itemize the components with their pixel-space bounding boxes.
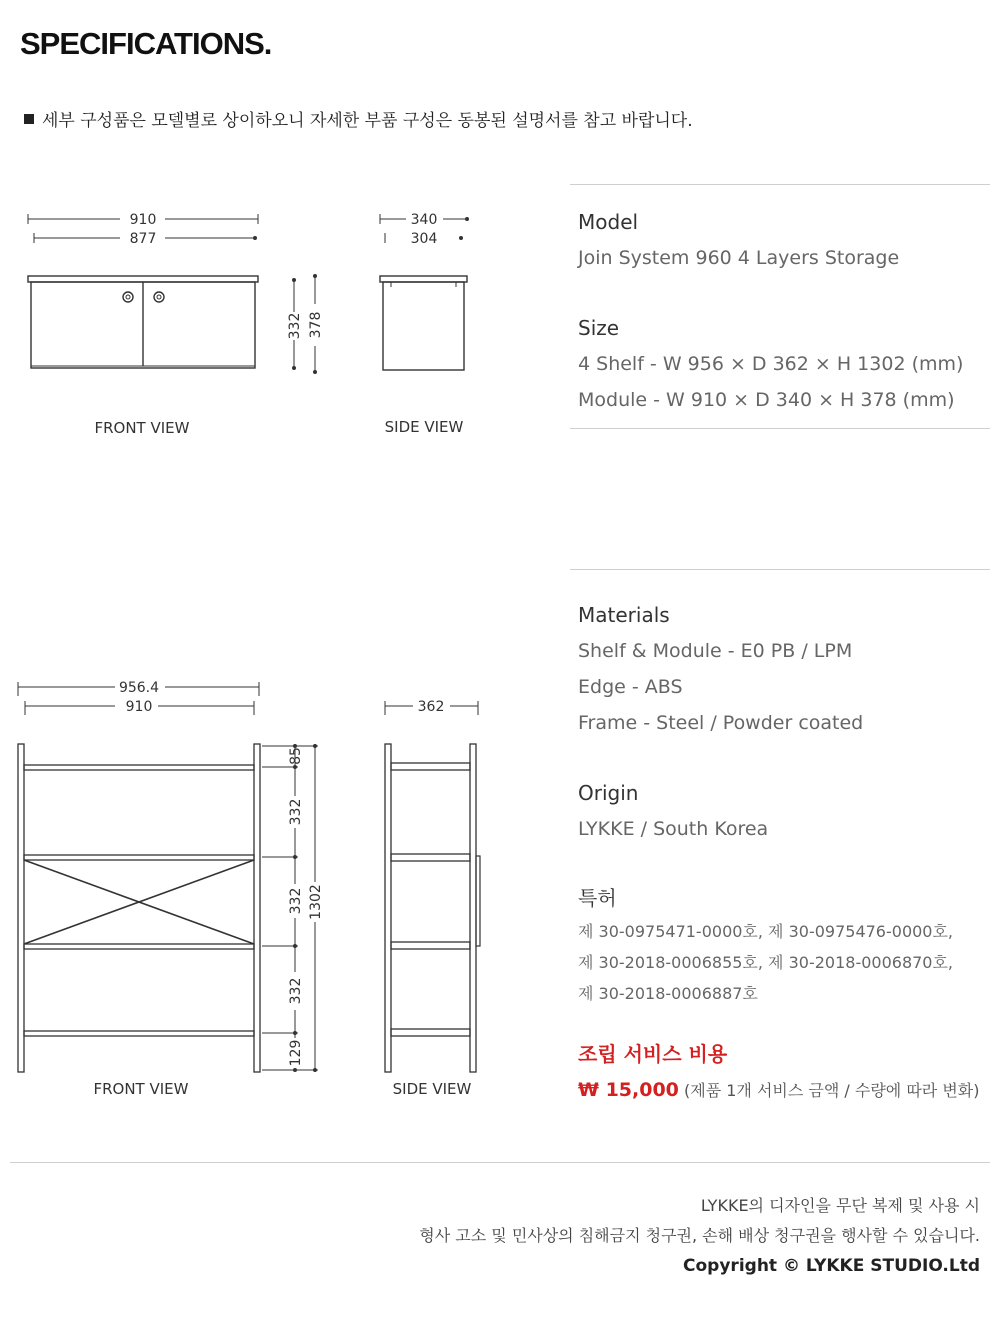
materials-value-3: Frame - Steel / Powder coated	[578, 712, 864, 734]
materials-label: Materials	[578, 603, 670, 627]
dim-side-outer: 340	[410, 212, 438, 228]
dim-shelf-v-1: 85	[288, 747, 304, 765]
materials-value-2: Edge - ABS	[578, 676, 683, 698]
square-bullet-icon	[24, 114, 34, 124]
shelf-front-view-label: FRONT VIEW	[93, 1080, 189, 1098]
dim-shelf-depth: 362	[417, 699, 445, 715]
notice-text: 세부 구성품은 모델별로 상이하오니 자세한 부품 구성은 동봉된 설명서를 참고 바랍니다.	[42, 111, 693, 131]
spec-divider-1	[570, 428, 990, 429]
dim-front-inner: 877	[129, 231, 157, 247]
dim-shelf-v-5: 129	[288, 1039, 304, 1067]
shelf-side-view-label: SIDE VIEW	[392, 1080, 472, 1098]
dim-shelf-v-2: 332	[288, 798, 304, 826]
spec-service	[578, 1042, 988, 1101]
spec-size	[578, 316, 988, 418]
footer-line-1: LYKKE의 디자인을 무단 복제 및 사용 시	[700, 1196, 980, 1215]
model-value: Join System 960 4 Layers Storage	[578, 247, 900, 269]
dim-shelf-v-3: 332	[288, 887, 304, 915]
spec-model	[578, 210, 988, 276]
materials-value-1: Shelf & Module - E0 PB / LPM	[578, 640, 853, 662]
patent-value-1: 제 30-0975471-0000호, 제 30-0975476-0000호,	[578, 922, 954, 941]
spec-origin	[578, 781, 988, 847]
size-label: Size	[578, 316, 620, 340]
origin-value: LYKKE / South Korea	[578, 818, 769, 840]
shelf-drawing	[0, 670, 560, 1110]
footer-divider	[10, 1162, 990, 1163]
size-value-2: Module - W 910 × D 340 × H 378 (mm)	[578, 389, 955, 411]
spec-divider-top	[570, 184, 990, 185]
patent-value-3: 제 30-2018-0006887호	[578, 984, 758, 1003]
dim-shelf-outer: 956.4	[118, 680, 160, 696]
dim-shelf-inner: 910	[125, 699, 153, 715]
module-side-view-label: SIDE VIEW	[384, 418, 464, 436]
module-front-view-label: FRONT VIEW	[94, 419, 190, 437]
dim-front-outer: 910	[129, 212, 157, 228]
notice-line	[24, 106, 693, 131]
service-price-row	[578, 1078, 988, 1101]
dim-front-height-inner: 332	[287, 312, 303, 340]
dim-front-height-outer: 378	[308, 311, 324, 339]
origin-label: Origin	[578, 781, 639, 805]
size-value-1: 4 Shelf - W 956 × D 362 × H 1302 (mm)	[578, 353, 964, 375]
spec-materials	[578, 603, 988, 741]
service-price: ₩ 15,000	[578, 1079, 679, 1101]
model-label: Model	[578, 210, 639, 234]
module-drawing	[0, 180, 560, 460]
page-title: SPECIFICATIONS.	[20, 26, 272, 61]
patent-value-2: 제 30-2018-0006855호, 제 30-2018-0006870호,	[578, 953, 954, 972]
dim-shelf-v-4: 332	[288, 977, 304, 1005]
patent-label: 특허	[578, 886, 617, 910]
service-label: 조립 서비스 비용	[578, 1042, 728, 1066]
footer-line-2: 형사 고소 및 민사상의 침해금지 청구권, 손해 배상 청구권을 행사할 수 있습니다.	[419, 1226, 980, 1245]
spec-divider-2	[570, 569, 990, 570]
copyright: Copyright © LYKKE STUDIO.Ltd	[683, 1256, 980, 1276]
spec-patent	[578, 886, 988, 1009]
service-note: (제품 1개 서비스 금액 / 수량에 따라 변화)	[684, 1081, 980, 1100]
dim-shelf-total: 1302	[308, 884, 324, 920]
dim-side-inner: 304	[410, 231, 438, 247]
